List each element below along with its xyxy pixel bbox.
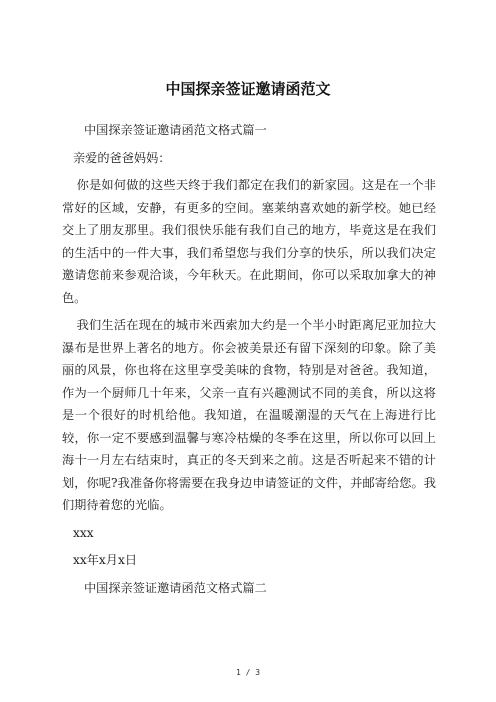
paragraph-2: 我们生活在现在的城市米西索加大约是一个半小时距离尼亚加拉大瀑布是世界上著名的地方。你会被美景还有留下深刻的印象。除了美丽的风景，你也将在这里享受美味的食物，特别是对爸爸。我知道，作为一个厨师几十年来，父亲一直有兴趣测试不同的美食，所以这将是一个很好的时机给他。我知道，在温暖潮湿的天气在上海进行比较，你一定不要感到温馨与寒冷枯燥的冬季在这里，所以你可以回上海十一月左右结束时，真正的冬天到来之前。这是否听起来不错的计划，你呢?我准备你将需要在我身边申请签证的文件，并邮寄给您。我们期待着您的光临。 bbox=[62, 318, 436, 512]
date: xx年x月x日 bbox=[72, 553, 138, 567]
section-heading-1: 中国探亲签证邀请函范文格式篇一 bbox=[83, 123, 267, 137]
section-heading-2: 中国探亲签证邀请函范文格式篇二 bbox=[83, 580, 267, 595]
salutation: 亲爱的爸爸妈妈： bbox=[72, 150, 171, 165]
page-indicator: 1 / 3 bbox=[235, 668, 261, 677]
signature: xxx bbox=[72, 525, 94, 540]
document-body bbox=[62, 119, 436, 604]
paragraph-1: 你是如何做的这些天终于我们都定在我们的新家园。这是在一个非常好的区域，安静，有更多的空间。塞莱纳喜欢她的新学校。她已经交上了朋友那里。我们很快乐能有我们自己的地方，毕竟这是在我们的生活中的一件大事，我们希望您与我们分享的快乐，所以我们决定邀请您前来参观洽谈，今年秋天。在此期间，你可以采取加拿大的神色。 bbox=[62, 178, 436, 305]
document-title: 中国探亲签证邀请函范文 bbox=[165, 80, 331, 98]
